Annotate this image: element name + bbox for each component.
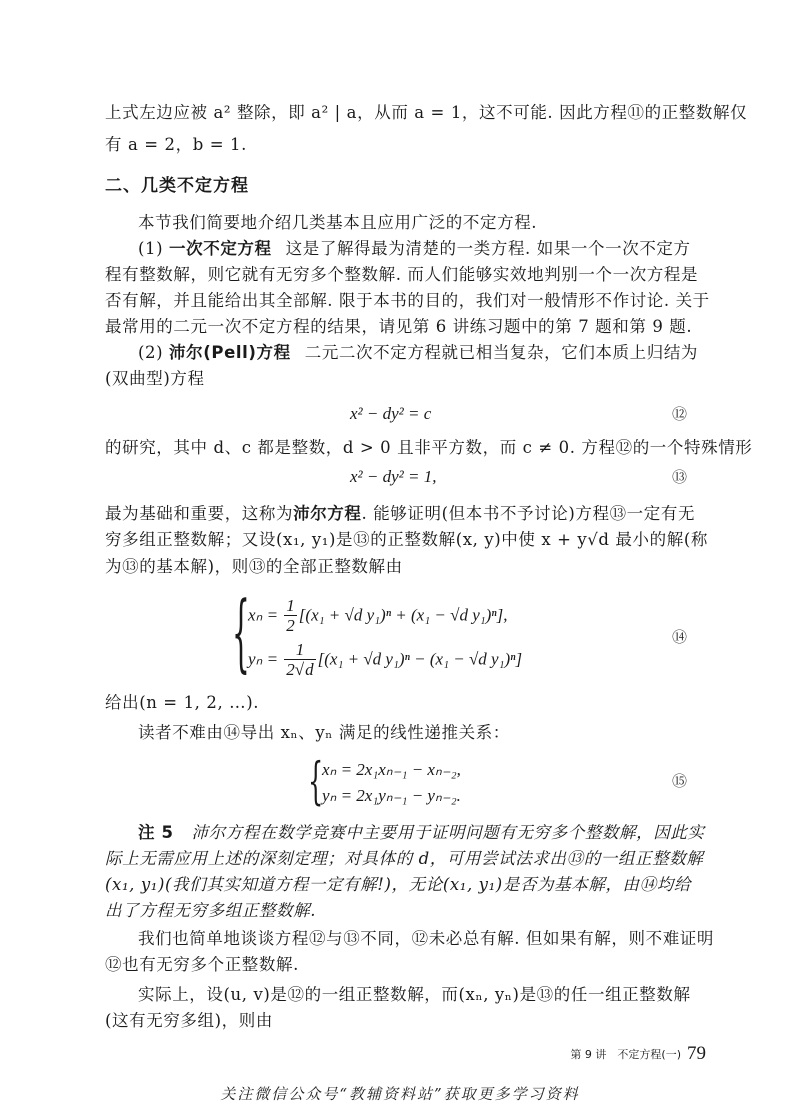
watermark-text: 关注微信公众号“教辅资料站”获取更多学习资料 — [220, 1085, 580, 1103]
linear-line-4: 最常用的二元一次不定方程的结果，请见第 6 讲练习题中的第 7 题和第 9 题. — [105, 317, 693, 336]
given-text: 给出(n = 1, 2, …). — [105, 693, 260, 712]
pell-line-1 — [138, 342, 697, 364]
after-eq13-text-a: 最为基础和重要，这称为 — [105, 504, 294, 523]
linear-line-2: 程有整数解，则它就有无穷多个整数解. 而人们能够实效地判别一个一次方程是 — [105, 265, 699, 284]
after-eq13-line-2: 穷多组正整数解；又设(x₁, y₁)是⑬的正整数解(x, y)中使 x + y√d 最小的解(称 — [105, 530, 708, 549]
after-eq13-text-b: . 能够证明(但本书不予讨论)方程⑬一定有无 — [361, 504, 696, 523]
linear-line-3: 否有解，并且能给出其全部解. 限于本书的目的，我们对一般情形不作讨论. 关于 — [105, 291, 710, 310]
eq14-xn-numerator: 1 — [286, 596, 295, 615]
eq14-xn-rhs: [(x₁ + √d y₁)ⁿ + (x₁ − √d y₁)ⁿ], — [298, 605, 508, 625]
pell-label: (2) — [138, 343, 170, 362]
note5-line-1-text: 沛尔方程在数学竞赛中主要用于证明问题有无穷多个整数解，因此实 — [191, 823, 705, 842]
pell-line-2: (双曲型)方程 — [105, 369, 205, 388]
equation-14-yn — [248, 641, 522, 680]
equation-14-brace: { — [232, 583, 250, 682]
simple-line-2: ⑫也有无穷多个正整数解. — [105, 955, 299, 974]
note5-label: 注 5 — [138, 823, 174, 842]
equation-15-number: ⑮ — [672, 772, 688, 790]
equation-15-line-1: xₙ = 2x₁xₙ₋₁ − xₙ₋₂, — [322, 760, 461, 779]
linear-line-1 — [138, 238, 697, 260]
equation-15-brace: { — [308, 752, 324, 811]
page-number: 79 — [687, 1043, 706, 1064]
eq14-yn-lhs: yₙ = — [248, 649, 283, 669]
footer-chapter-label: 第 9 讲 不定方程(一) — [570, 1048, 681, 1061]
paragraph-1-line-1: 上式左边应被 a² 整除，即 a² | a，从而 a = 1，这不可能. 因此方程⑪的正整数解仅 — [105, 103, 748, 122]
after-eq13-line-1 — [105, 503, 697, 525]
pell-line-1-rest: 二元二次不定方程就已相当复杂，它们本质上归结为 — [304, 343, 699, 362]
pell-equation-term: 沛尔方程 — [293, 504, 362, 523]
linear-title: 一次不定方程 — [169, 239, 272, 258]
equation-12-number: ⑫ — [672, 405, 688, 423]
equation-12: x² − dy² = c — [350, 404, 432, 423]
equation-14-xn — [248, 597, 508, 636]
section-heading: 二、几类不定方程 — [105, 176, 249, 196]
page-footer — [570, 1043, 706, 1065]
after-eq13-line-3: 为⑬的基本解)，则⑬的全部正整数解由 — [105, 557, 403, 576]
equation-13: x² − dy² = 1, — [350, 467, 437, 486]
after-eq12-text: 的研究，其中 d、c 都是整数，d > 0 且非平方数，而 c ≠ 0. 方程⑫的一个特殊情形 — [105, 438, 753, 457]
linear-line-1-rest: 这是了解得最为清楚的一类方程. 如果一个一次不定方 — [285, 239, 691, 258]
note5-line-2: 际上无需应用上述的深刻定理；对具体的 d，可用尝试法求出⑬的一组正整数解 — [105, 849, 704, 868]
eq14-xn-fraction — [284, 597, 297, 636]
eq14-yn-numerator: 1 — [284, 641, 315, 660]
eq14-yn-fraction — [284, 641, 315, 680]
eq14-xn-lhs: xₙ = — [248, 605, 283, 625]
note5-line-4: 出了方程无穷多组正整数解. — [105, 901, 317, 920]
eq14-yn-rhs: [(x₁ + √d y₁)ⁿ − (x₁ − √d y₁)ⁿ] — [317, 649, 523, 669]
eq14-xn-denominator: 2 — [286, 616, 295, 635]
note5-line-1 — [138, 822, 705, 844]
pell-title: 沛尔(Pell)方程 — [169, 343, 291, 362]
eq14-yn-den-radicand: d — [305, 660, 314, 679]
actual-line-2: (这有无穷多组)，则由 — [105, 1011, 273, 1030]
equation-13-number: ⑬ — [672, 468, 688, 486]
linear-label: (1) — [138, 239, 170, 258]
equation-14-number: ⑭ — [672, 628, 688, 646]
simple-line-1: 我们也简单地谈谈方程⑫与⑬不同，⑫未必总有解. 但如果有解，则不难证明 — [138, 929, 714, 948]
eq14-yn-den-coef: 2 — [286, 660, 295, 679]
recurrence-intro: 读者不难由⑭导出 xₙ、yₙ 满足的线性递推关系： — [138, 723, 510, 742]
note5-line-3: (x₁, y₁)(我们其实知道方程一定有解!)，无论(x₁, y₁)是否为基本解，由⑭均给 — [105, 875, 691, 894]
eq14-yn-denominator: 2√d — [286, 660, 314, 679]
actual-line-1: 实际上，设(u, v)是⑫的一组正整数解，而(xₙ, yₙ)是⑬的任一组正整数解 — [138, 985, 691, 1004]
equation-15-line-2: yₙ = 2x₁yₙ₋₁ − yₙ₋₂. — [322, 786, 461, 805]
paragraph-1-line-2: 有 a = 2，b = 1. — [105, 135, 247, 154]
intro-text: 本节我们简要地介绍几类基本且应用广泛的不定方程. — [138, 213, 538, 232]
